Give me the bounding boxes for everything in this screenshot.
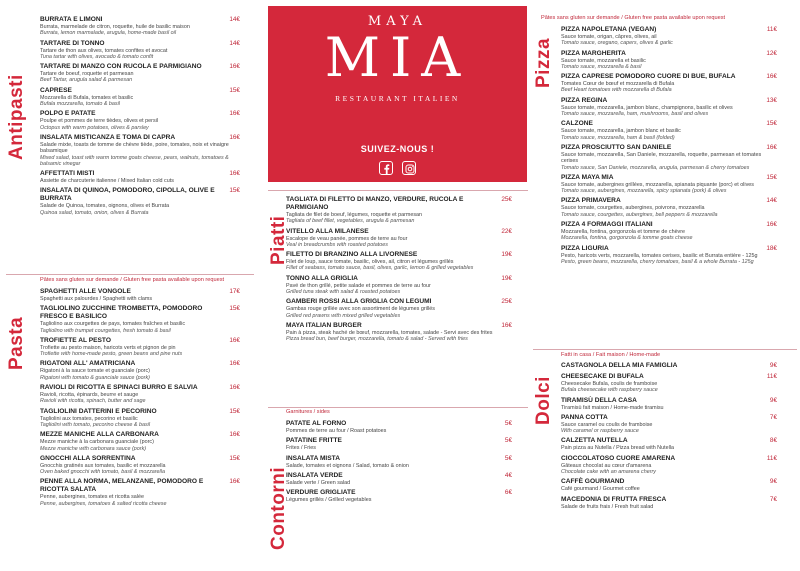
menu-item [561,496,777,510]
menu-item-description: Salade, tomates et oignons / Salad, tomato & onion [286,462,409,469]
menu-item-name: CAPRESE [40,86,72,94]
menu-item-english: Grilled red prawns with mixed grilled vegetables [286,312,401,319]
menu-item-name: CALZONE [561,120,593,128]
menu-item-name: VERDURE GRIGLIATE [286,489,356,497]
menu-item-description: Mezze maniche à la carbonara guanciale (porc) [40,439,154,446]
menu-item [561,362,777,370]
menu-item [561,397,777,411]
menu-item-name: PIZZA LIGURIA [561,244,609,252]
menu-item-description: Salade de fruits frais / Fresh fruit salad [561,503,654,510]
menu-item-description: Sauce tomate, origan, câpres, olives, ail [561,34,657,40]
menu-item [40,431,240,452]
menu-item-price: 17€ [229,288,240,295]
menu-item-name: BURRATA E LIMONI [40,16,103,23]
menu-item-name: PIZZA 4 FORMAGGI ITALIANI [561,221,653,229]
menu-item-description: Gâteaux chocolat au cœur d'amarena [561,462,652,469]
menu-item [286,275,512,296]
dolci-list [561,362,777,513]
contorni-sides-note: Garnitures / sides [286,409,330,415]
menu-item-english: Ravioli with ricotta, spinach, butter and sage [40,398,146,405]
menu-item-price: 22€ [501,227,512,235]
menu-item-description: Penne, aubergines, tomates et ricotta salée [40,494,144,501]
menu-item-english: Bufala cheesecake with raspberry sauce [561,387,658,394]
menu-item-description: Salade mixte, toasts de tomme de chèvre tiède, poire, tomates, noix et vinaigre balsamique [40,141,229,155]
menu-item-name: PIZZA CAPRESE POMODORO CUORE DI BUE, BUFALA [561,73,736,81]
menu-item-description: Tagliolini aux tomates, pecorino et basilic [40,415,138,422]
menu-item-price: 14€ [766,197,777,205]
menu-item-description: Rigatoni à la sauce tomate et guanciale (porc) [40,368,150,375]
menu-item [561,120,777,141]
menu-item [286,472,512,486]
menu-item-price: 4€ [504,471,512,479]
menu-item-price: 19€ [501,251,512,259]
menu-item-price: 16€ [501,321,512,329]
dolci-homemade-note: Fatti in casa / Fait maison / Home-made [561,352,661,358]
pizza-gluten-note: Pâtes sans gluten sur demande / Gluten free pasta available upon request [541,15,726,21]
menu-item-english: Octopus with warm potatoes, olives & parsley [40,124,149,131]
menu-item-name: PATATE AL FORNO [286,420,347,427]
menu-item [561,437,777,451]
menu-item [286,322,512,343]
menu-item-english: With caramel or raspberry sauce [561,428,639,435]
menu-item [561,373,777,394]
menu-item-price: 16€ [766,73,777,81]
menu-item [286,228,512,249]
menu-item-name: POLPO E PATATE [40,110,96,118]
menu-item-name: GAMBERI ROSSI ALLA GRIGLIA CON LEGUMI [286,298,432,306]
menu-item-description: Filet de loup, sauce tomate, basilic, olives, ail, citron et légumes grillés [286,259,454,266]
menu-item [40,40,240,61]
menu-item-description: Café gourmand / Gourmet coffee [561,486,640,493]
menu-item [40,305,240,334]
menu-item-description: Pain à pizza, steak haché de bœuf, mozzarella, tomates, salade - Servi avec des frites [286,329,493,336]
menu-item-english: Grilled tuna steak with salad & roasted potatoes [286,289,401,296]
menu-item-description: Légumes grillés / Grilled vegetables [286,497,372,504]
menu-item-description: Pesto, haricots verts, mozzarella, tomates cerises, basilic et Burrata entière - 125g [561,252,758,259]
menu-item-name: CALZETTA NUTELLA [561,437,628,445]
menu-item-price: 9€ [769,396,777,404]
menu-item-description: Tiramisù fait maison / Home-made tiramisu [561,404,664,411]
menu-item-name: TAGLIOLINO ZUCCHINE TROMBETTA, POMODORO FRESCO E BASILICO [40,305,203,321]
menu-item-english: Fillet of seabass, tomato sauce, basil, olives, garlic, lemon & grilled vegetables [286,265,474,272]
menu-item-price: 8€ [769,437,777,445]
menu-item-english: Tomato sauce, oregano, capers, olives & garlic [561,40,673,47]
menu-item-english: Trofiette with home-made pesto, green beans and pine nuts [40,351,183,358]
menu-item-price: 9€ [769,362,777,369]
menu-item-price: 11€ [766,454,777,462]
menu-item-description: Frites / Fries [286,445,316,452]
menu-item-description: Pommes de terre au four / Roast potatoes [286,428,387,434]
menu-item-name: VITELLO ALLA MILANESE [286,227,369,235]
menu-item-description: Burrata, marmelade de citron, roquette, huile de basilic maison [40,24,190,30]
menu-item-description: Cheesecake Bufala, coulis de framboise [561,381,658,387]
pizza-list [561,26,777,268]
menu-item-price: 16€ [766,143,777,151]
menu-item [40,337,240,358]
menu-item-name: PANNA COTTA [561,413,608,421]
menu-item-price: 15€ [229,454,240,462]
menu-item-name: PENNE ALLA NORMA, MELANZANE, POMODORO E RICOTTA SALATA [40,478,204,494]
menu-item-english: Pizza bread bun, beef burger, mozzarella, tomato & salad - Served with fries [286,336,468,343]
menu-item [561,245,777,266]
menu-item [40,384,240,405]
menu-item [561,197,777,218]
menu-item-english: Mozzarella, fontina, gorgonzola & tomme goats cheese [561,235,693,242]
menu-item-english: Tagliata of beef fillet, vegetables, arugula & parmesan [286,218,415,225]
menu-item-english: Burrata, lemon marmalade, arugula, home-made basil oil [40,30,177,37]
logo-maya-text: MAYA [367,14,428,29]
menu-item-description: Assiette de charcuterie italienne / Mixed Italian cold cuts [40,178,174,185]
menu-item-price: 6€ [504,489,512,497]
antipasti-heading: Antipasti [6,74,27,160]
menu-item-price: 5€ [504,437,512,445]
menu-item [40,134,240,167]
menu-item-name: MAYA ITALIAN BURGER [286,321,362,329]
menu-item-price: 16€ [229,170,240,178]
menu-item-price: 7€ [769,413,777,421]
menu-item-english: Pesto, green beans, mozzarella, cherry tomatoes, basil & a whole Burrata - 125g [561,258,754,265]
menu-item [286,437,512,451]
menu-item [40,87,240,108]
menu-item-name: CAFFÈ GOURMAND [561,478,625,486]
menu-item-price: 5€ [504,420,512,427]
menu-item-description: Salade de Quinoa, tomates, oignons, olives et Burrata [40,203,170,210]
menu-item-name: RAVIOLI DI RICOTTA E SPINACI BURRO E SALVIA [40,384,198,392]
menu-item-english: Tagliolino with trumpet courgettes, fresh tomato & basil [40,327,171,334]
menu-item [561,414,777,435]
menu-item-name: INSALATA MISTA [286,454,340,462]
menu-item-name: INSALATA DI QUINOA, POMODORO, CIPOLLA, OLIVE E BURRATA [40,187,215,203]
menu-item-price: 16€ [229,478,240,486]
menu-item [561,478,777,492]
divider [268,190,528,191]
divider [268,407,528,408]
menu-item-description: Trofiette au pesto maison, haricots verts et pignon de pin [40,344,176,351]
menu-item-description: Tomates Cœur de bœuf et mozzarella di Bufala [561,81,675,88]
menu-item-english: Tomato sauce, mozzarella & basil [561,63,642,70]
menu-item-english: Oven baked gnocchi with tomato, basil & mozzarella [40,469,165,476]
menu-item-description: Tartare de thon aux olives, tomates confites et avocat [40,47,168,54]
logo-subtitle: RESTAURANT ITALIEN [335,94,460,103]
pizza-heading: Pizza [533,37,554,88]
menu-item-description: Mozzarella, fontina, gorgonzola et tomme de chèvre [561,229,686,236]
menu-item [561,144,777,171]
menu-item-name: SPAGHETTI ALLE VONGOLE [40,288,131,295]
menu-item [40,408,240,429]
menu-item [40,63,240,84]
left-column [0,0,262,571]
menu-item-price: 16€ [229,110,240,118]
menu-item-description: Poulpe et pommes de terre tièdes, olives et persil [40,118,159,125]
menu-item [561,221,777,242]
menu-item-price: 14€ [229,39,240,47]
menu-item-name: INSALATA MISTICANZA E TOMA DI CAPRA [40,133,176,141]
menu-item-price: 15€ [229,305,240,313]
menu-item-description: Spaghetti aux palourdes / Spaghetti with clams [40,296,153,302]
menu-item-name: PIZZA MARGHERITA [561,49,626,57]
menu-item-name: INSALATA VERDE [286,471,343,479]
menu-item-name: TARTARE DI MANZO CON RUCOLA E PARMIGIANO [40,63,202,71]
menu-item-price: 7€ [769,495,777,503]
menu-item [286,298,512,319]
menu-item-description: Pavé de thon grillé, petite salade et pommes de terre au four [286,282,431,289]
menu-item-description: Sauce caramel ou coulis de framboise [561,421,653,428]
dolci-heading: Dolci [533,376,554,425]
menu-item-name: PATATINE FRITTE [286,437,342,445]
menu-item-price: 16€ [229,336,240,344]
menu-item-description: Sauce tomate, mozzarella, jambon blanc, champignons, basilic et olives [561,104,733,111]
menu-item [40,187,240,216]
menu-item-price: 25€ [501,196,512,203]
follow-us-label: SUIVEZ-NOUS ! [360,144,435,154]
menu-item [561,50,777,71]
menu-item-description: Escalope de veau panée, pommes de terre au four [286,235,408,242]
menu-item-name: TIRAMISÙ DELLA CASA [561,396,637,404]
menu-item-description: Gambas rouge grillée avec son assortiment de légumes grillés [286,306,435,313]
menu-item-price: 15€ [766,120,777,128]
contorni-heading: Contorni [268,466,289,550]
piatti-list [286,196,512,346]
menu-item-price: 19€ [501,274,512,282]
menu-item [561,455,777,476]
menu-item-price: 25€ [501,298,512,306]
menu-item [561,26,777,47]
menu-item-english: Chocolate cake with an amarena cherry [561,469,656,476]
menu-item-english: Bufala mozzarella, tomato & basil [40,101,120,108]
menu-item-description: Sauce tomate, mozzarella, jambon blanc et basilic [561,128,681,135]
menu-item-name: AFFETTATI MISTI [40,170,95,178]
menu-item-english: Beef Heart tomatoes with mozzarella di Bufala [561,87,672,94]
menu-item-english: Mixed salad, toast with warm tomme goats cheese, pears, walnuts, tomatoes & balsamic vinegar [40,154,229,167]
menu-item-price: 12€ [766,49,777,57]
menu-item-name: PIZZA MAYA MIA [561,173,614,181]
antipasti-list [40,16,240,219]
menu-item-price: 16€ [229,431,240,439]
divider [533,349,797,350]
menu-item-price: 16€ [229,63,240,71]
menu-item-price: 15€ [229,407,240,415]
middle-column [266,0,530,571]
menu-item-english: Penne, aubergines, tomatoes & salted ricotta cheese [40,500,167,507]
menu-item-name: PIZZA PRIMAVERA [561,197,621,205]
menu-item-name: MEZZE MANICHE ALLA CARBONARA [40,431,159,439]
menu-item-english: Veal in breadcrumbs with roasted potatoes [286,241,388,248]
menu-item [286,420,512,434]
menu-item-english: Beef Tartar, arugula salad & parmesan [40,77,133,84]
menu-item-price: 11€ [766,26,777,33]
menu-item-description: Pain pizza au Nutella / Pizza bread with Nutella [561,445,674,452]
menu-item [40,170,240,184]
menu-item-english: Tomato sauce, courgettes, aubergines, bell peppers & mozzarella [561,211,718,218]
menu-item [40,110,240,131]
menu-item-name: PIZZA REGINA [561,96,608,104]
menu-item-price: 15€ [766,173,777,181]
menu-item [286,489,512,503]
right-column [533,0,800,571]
menu-item-price: 16€ [766,221,777,229]
menu-item-description: Tagliata de filet de boeuf, légumes, roquette et parmesan [286,212,423,218]
menu-item-name: TAGLIATA DI FILETTO DI MANZO, VERDURE, RUCOLA E PARMIGIANO [286,196,464,211]
menu-item-description: Salade verte / Green salad [286,479,351,486]
menu-item-english: Tuna tartar with olives, avocado & tomato confit [40,53,154,60]
menu-item-price: 5€ [504,454,512,462]
menu-item-price: 18€ [766,244,777,252]
menu-item-description: Mozzarella di Bufala, tomates et basilic [40,94,134,101]
menu-item-name: MACEDONIA DI FRUTTA FRESCA [561,495,667,503]
menu-item [561,73,777,94]
menu-item-description: Gnocchis gratinés aux tomates, basilic et mozzarella [40,462,166,469]
menu-item-english: Tomato sauce, San Daniele, mozzarella, arugula, parmesan & cherry tomatoes [561,164,750,171]
menu-item-name: CASTAGNOLA DELLA MIA FAMIGLIA [561,362,678,369]
menu-item [40,360,240,381]
menu-item-price: 13€ [766,96,777,104]
pasta-gluten-note: Pâtes sans gluten sur demande / Gluten free pasta available upon request [40,277,225,283]
menu-item [286,455,512,469]
divider [6,274,254,275]
menu-item-name: CHEESECAKE DI BUFALA [561,373,644,380]
logo-mia-text: MIA [324,26,471,89]
pasta-heading: Pasta [6,316,27,370]
menu-item [40,16,240,37]
menu-item-price: 9€ [769,478,777,486]
menu-item-english: Tomato sauce, aubergines, mozzarella, spicy spianata (pork) & olives [561,188,727,195]
menu-item-price: 15€ [229,86,240,94]
pasta-list [40,288,240,510]
menu-item [286,196,512,225]
menu-item [40,288,240,302]
menu-item [561,174,777,195]
menu-item-price: 15€ [229,187,240,195]
menu-item-name: PIZZA PROSCIUTTO SAN DANIELE [561,143,672,151]
menu-item-price: 16€ [229,133,240,141]
menu-item-name: TARTARE DI TONNO [40,39,105,47]
menu-item-english: Mezze maniche with carbonara sauce (pork) [40,445,147,452]
menu-item-name: PIZZA NAPOLETANA (VEGAN) [561,26,657,33]
menu-item-description: Sauce tomate, courgettes, aubergines, poivrons, mozzarella [561,205,705,212]
menu-item-english: Rigatoni with tomato & guanciale sauce (pork) [40,374,150,381]
menu-item-name: TONNO ALLA GRIGLIA [286,274,358,282]
menu-item-name: RIGATONI ALL' AMATRICIANA [40,360,136,368]
menu-item-description: Tartare de boeuf, roquette et parmesan [40,71,134,78]
menu-item-description: Sauce tomate, aubergines grillées, mozzarella, spianata piquante (porc) et olives [561,181,754,188]
menu-item-description: Sauce tomate, mozzarella et basilic [561,57,646,64]
menu-item-price: 16€ [229,360,240,368]
menu-item [561,97,777,118]
menu-item-description: Ravioli, ricotta, épinards, beurre et sauge [40,392,139,399]
menu-item [40,455,240,476]
menu-item-price: 14€ [229,16,240,23]
menu-item [286,251,512,272]
menu-item-name: FILETTO DI BRANZINO ALLA LIVORNESE [286,251,418,259]
menu-item-english: Tagliolini with tomato, pecorino cheese & basil [40,421,151,428]
menu-item-name: CIOCCOLATOSO CUORE AMARENA [561,454,676,462]
menu-item-english: Quinoa salad, tomato, onion, olives & Burrata [40,209,149,216]
menu-item-description: Tagliolino aux courgettes de pays, tomates fraîches et basilic [40,321,186,328]
menu-item-price: 11€ [766,373,777,380]
menu-item-english: Tomato sauce, mozzarella, ham, mushrooms, basil and olives [561,111,709,118]
menu-item-price: 16€ [229,384,240,392]
menu-item-description: Sauce tomate, mozzarella, San Daniele, mozzarella, roquette, parmesan et tomates cerises [561,151,762,165]
menu-item-name: GNOCCHI ALLA SORRENTINA [40,454,136,462]
menu-item-name: TROFIETTE AL PESTO [40,336,111,344]
menu-item-name: TAGLIOLINI DATTERINI E PECORINO [40,407,157,415]
menu-item-english: Tomato sauce, mozzarella, ham & basil (folded) [561,134,675,141]
contorni-list [286,420,512,506]
piatti-heading: Piatti [268,215,289,265]
menu-item [40,478,240,507]
